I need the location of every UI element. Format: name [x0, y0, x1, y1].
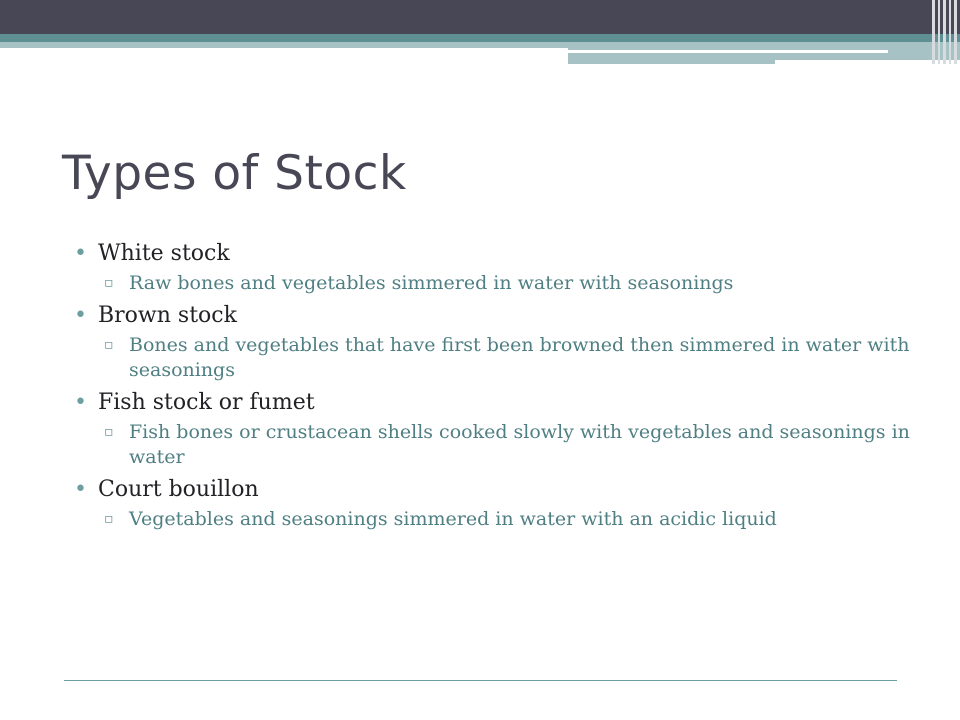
sub-bullet-icon: ▫	[104, 424, 114, 440]
sub-bullet-icon: ▫	[104, 511, 114, 527]
list-item	[74, 387, 914, 419]
header-divider-line	[568, 50, 888, 53]
sub-bullet-text: Vegetables and seasonings simmered in water with an acidic liquid	[129, 508, 777, 530]
sub-list-item	[104, 271, 914, 296]
sub-bullet-text: Bones and vegetables that have first been browned then simmered in water with seasonings	[129, 334, 910, 381]
sub-list-item	[104, 333, 914, 383]
bullet-list	[74, 238, 914, 536]
header-accent-band	[0, 34, 960, 42]
bullet-icon: •	[74, 390, 87, 415]
sub-list-item	[104, 507, 914, 532]
bullet-label: Brown stock	[98, 303, 237, 328]
slide-title: Types of Stock	[62, 146, 407, 201]
sub-bullet-text: Raw bones and vegetables simmered in water with seasonings	[129, 272, 734, 294]
sub-bullet-text: Fish bones or crustacean shells cooked slowly with vegetables and seasonings in water	[129, 421, 910, 468]
header-bar	[0, 0, 960, 34]
bullet-icon: •	[74, 477, 87, 502]
header-stripes	[930, 0, 960, 64]
header-light-band	[0, 42, 568, 48]
bullet-icon: •	[74, 303, 87, 328]
sub-bullet-icon: ▫	[104, 275, 114, 291]
bullet-label: White stock	[98, 241, 230, 266]
sub-bullet-icon: ▫	[104, 337, 114, 353]
list-item	[74, 300, 914, 332]
sub-list-item	[104, 420, 914, 470]
bullet-label: Court bouillon	[98, 477, 259, 502]
list-item	[74, 238, 914, 270]
bullet-label: Fish stock or fumet	[98, 390, 315, 415]
footer-divider	[64, 680, 897, 681]
bullet-icon: •	[74, 241, 87, 266]
list-item	[74, 474, 914, 506]
